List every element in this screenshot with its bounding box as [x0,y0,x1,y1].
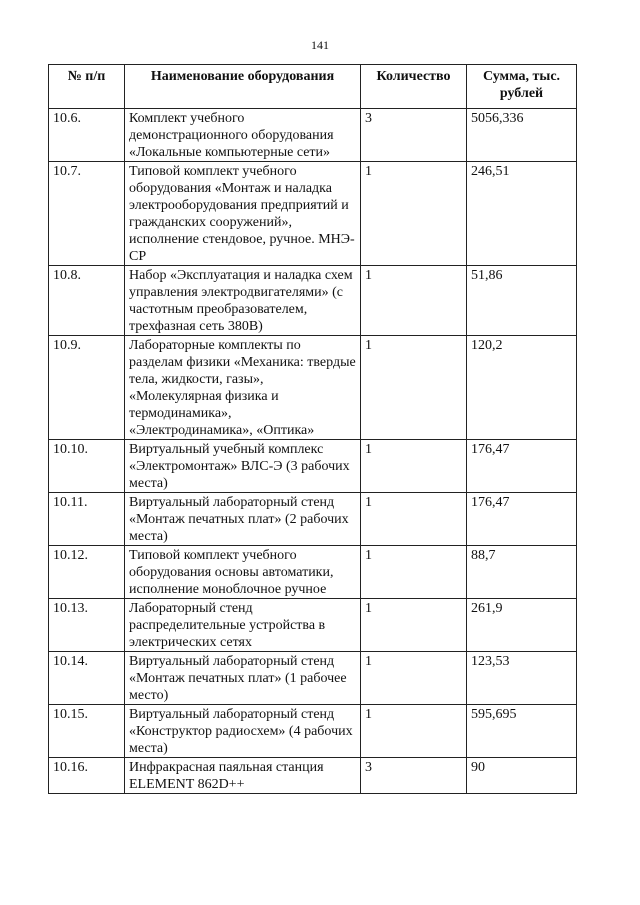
table-row [49,440,577,493]
row-number: 10.6. [49,109,125,162]
table-row [49,546,577,599]
sum: 261,9 [467,599,577,652]
sum: 595,695 [467,705,577,758]
quantity: 1 [361,546,467,599]
equipment-name: Виртуальный лабораторный стенд «Конструктор радиосхем» (4 рабочих места) [125,705,361,758]
table-row [49,652,577,705]
equipment-name: Типовой комплект учебного оборудования «Монтаж и наладка электрооборудования предприятий и гражданских сооружений», исполнение стендовое, ручное. МНЭ-СР [125,162,361,266]
equipment-table [48,64,577,794]
equipment-name: Набор «Эксплуатация и наладка схем управления электродвигателями» (с частотным преобразователем, трехфазная сеть 380В) [125,266,361,336]
quantity: 1 [361,493,467,546]
row-number: 10.11. [49,493,125,546]
table-row [49,266,577,336]
equipment-name: Виртуальный лабораторный стенд «Монтаж печатных плат» (1 рабочее место) [125,652,361,705]
sum: 90 [467,758,577,794]
table-row [49,758,577,794]
quantity: 1 [361,652,467,705]
quantity: 1 [361,440,467,493]
row-number: 10.12. [49,546,125,599]
row-number: 10.13. [49,599,125,652]
quantity: 3 [361,758,467,794]
table-row [49,599,577,652]
sum: 5056,336 [467,109,577,162]
equipment-name: Комплект учебного демонстрационного оборудования «Локальные компьютерные сети» [125,109,361,162]
sum: 246,51 [467,162,577,266]
page-number: 141 [311,38,329,52]
row-number: 10.7. [49,162,125,266]
sum: 51,86 [467,266,577,336]
row-number: 10.15. [49,705,125,758]
quantity: 1 [361,162,467,266]
header-sum: Сумма, тыс. рублей [467,65,577,109]
header-name: Наименование оборудования [125,65,361,109]
sum: 176,47 [467,493,577,546]
row-number: 10.10. [49,440,125,493]
equipment-name: Лабораторные комплекты по разделам физики «Механика: твердые тела, жидкости, газы», «Молекулярная физика и термодинамика», «Электродинамика», «Оптика» [125,336,361,440]
quantity: 1 [361,599,467,652]
row-number: 10.8. [49,266,125,336]
quantity: 1 [361,336,467,440]
table-row [49,162,577,266]
quantity: 1 [361,705,467,758]
sum: 120,2 [467,336,577,440]
header-qty: Количество [361,65,467,109]
table-row [49,705,577,758]
quantity: 1 [361,266,467,336]
quantity: 3 [361,109,467,162]
equipment-name: Виртуальный лабораторный стенд «Монтаж печатных плат» (2 рабочих места) [125,493,361,546]
equipment-name: Инфракрасная паяльная станция ELEMENT 862D++ [125,758,361,794]
row-number: 10.9. [49,336,125,440]
sum: 123,53 [467,652,577,705]
sum: 88,7 [467,546,577,599]
table-header-row [49,65,577,109]
sum: 176,47 [467,440,577,493]
header-num: № п/п [49,65,125,109]
table-row [49,109,577,162]
equipment-name: Виртуальный учебный комплекс «Электромонтаж» ВЛС-Э (3 рабочих места) [125,440,361,493]
row-number: 10.14. [49,652,125,705]
equipment-name: Типовой комплект учебного оборудования основы автоматики, исполнение моноблочное ручное [125,546,361,599]
row-number: 10.16. [49,758,125,794]
equipment-name: Лабораторный стенд распределительные устройства в электрических сетях [125,599,361,652]
table-row [49,336,577,440]
table-row [49,493,577,546]
